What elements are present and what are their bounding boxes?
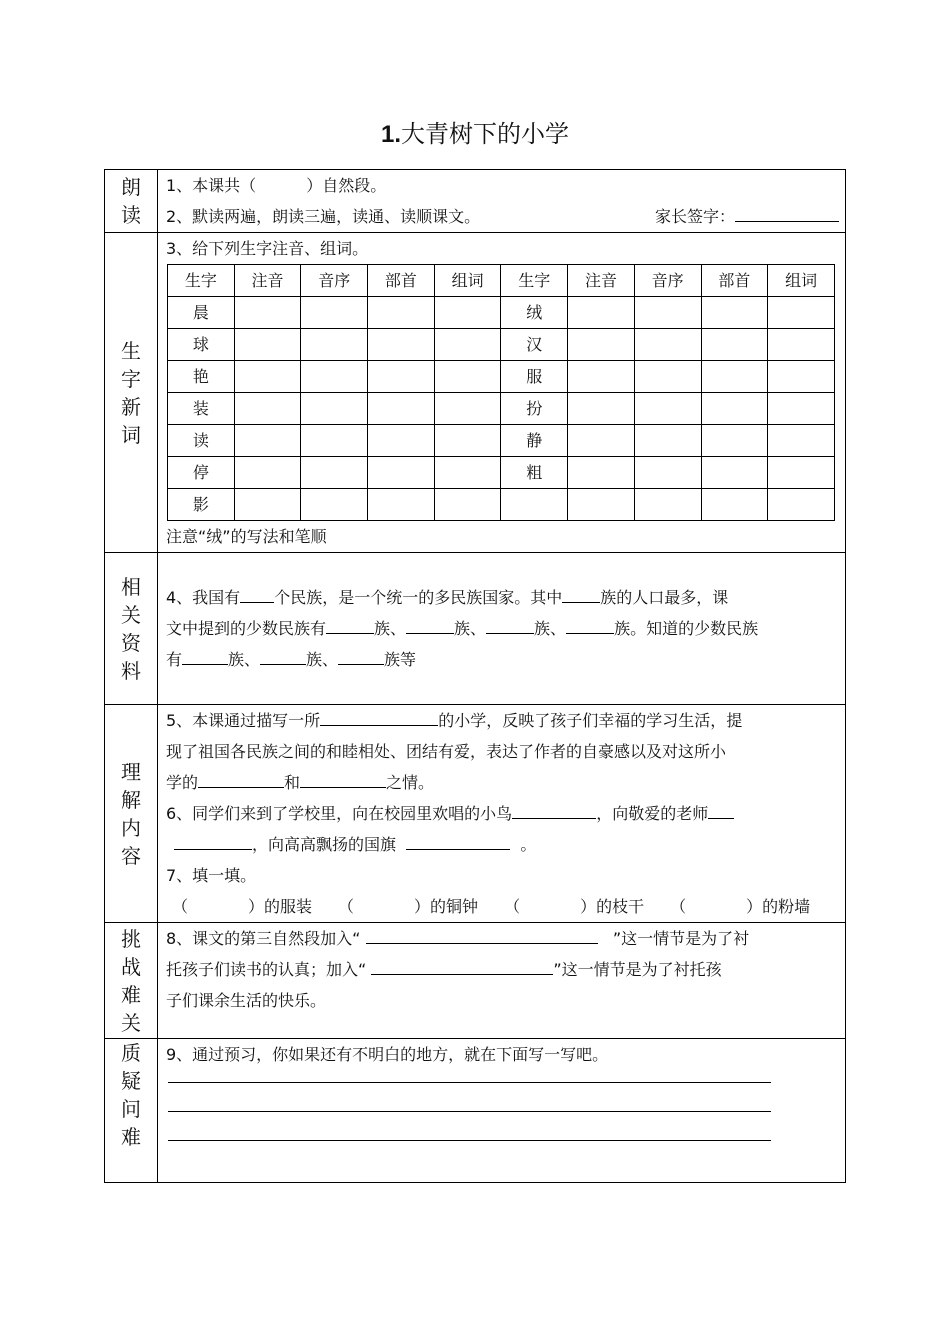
answer-blank[interactable]	[300, 769, 386, 788]
grid-answer-cell[interactable]	[301, 489, 368, 521]
grid-answer-cell[interactable]	[701, 489, 768, 521]
grid-answer-cell[interactable]	[301, 425, 368, 457]
grid-answer-cell[interactable]	[634, 297, 701, 329]
grid-answer-cell[interactable]	[634, 329, 701, 361]
grid-answer-cell[interactable]	[368, 489, 435, 521]
category-label: 挑 战 难 关	[105, 923, 158, 1039]
grid-answer-cell[interactable]	[368, 457, 435, 489]
question-5-line-3: 学的 和 之情。	[166, 767, 839, 798]
grid-answer-cell[interactable]	[701, 297, 768, 329]
question-4-line-3: 有 族、 族、 族等	[166, 644, 839, 675]
section-words	[105, 233, 846, 553]
grid-answer-cell[interactable]	[634, 489, 701, 521]
grid-answer-cell[interactable]	[368, 297, 435, 329]
grid-answer-cell[interactable]	[434, 393, 501, 425]
answer-blank[interactable]	[326, 615, 374, 634]
grid-answer-cell[interactable]	[368, 361, 435, 393]
grid-header: 生字	[168, 265, 235, 297]
grid-character: 扮	[501, 393, 568, 425]
grid-answer-cell[interactable]	[768, 425, 835, 457]
grid-character: 停	[168, 457, 235, 489]
grid-character: 影	[168, 489, 235, 521]
grid-answer-cell[interactable]	[634, 425, 701, 457]
grid-character: 晨	[168, 297, 235, 329]
grid-answer-cell[interactable]	[568, 393, 635, 425]
grid-header: 生字	[501, 265, 568, 297]
category-label: 质 疑 问 难	[105, 1039, 158, 1183]
grid-answer-cell[interactable]	[368, 425, 435, 457]
answer-blank[interactable]	[260, 646, 306, 665]
question-3: 3、给下列生字注音、组词。	[166, 239, 369, 258]
grid-answer-cell[interactable]	[434, 297, 501, 329]
parent-signature: 家长签字：	[655, 201, 839, 232]
answer-blank[interactable]	[486, 615, 534, 634]
category-label: 生 字 新 词	[105, 233, 158, 553]
category-label: 相 关 资 料	[105, 553, 158, 705]
question-6-line-1: 6、同学们来到了学校里，向在校园里欢唱的小鸟 ，向敬爱的老师	[166, 798, 839, 829]
grid-character: 艳	[168, 361, 235, 393]
worksheet-table	[104, 169, 846, 1183]
grid-answer-cell[interactable]	[234, 489, 301, 521]
grid-answer-cell[interactable]	[368, 393, 435, 425]
grid-character: 粗	[501, 457, 568, 489]
answer-blank[interactable]	[174, 831, 252, 850]
grid-character: 汉	[501, 329, 568, 361]
grid-answer-cell[interactable]	[234, 457, 301, 489]
question-1: 1、本课共（ ）自然段。	[166, 170, 839, 201]
grid-answer-cell[interactable]	[568, 425, 635, 457]
question-5-line-1: 5、本课通过描写一所 的小学，反映了孩子们幸福的学习生活，提	[166, 705, 839, 736]
grid-answer-cell[interactable]	[768, 361, 835, 393]
page-title: 1.大青树下的小学	[380, 120, 569, 148]
grid-answer-cell[interactable]	[701, 361, 768, 393]
answer-blank[interactable]	[371, 956, 553, 975]
answer-blank[interactable]	[406, 615, 454, 634]
grid-answer-cell[interactable]	[301, 457, 368, 489]
answer-blank[interactable]	[320, 707, 438, 726]
grid-answer-cell[interactable]	[634, 361, 701, 393]
grid-answer-cell[interactable]	[434, 329, 501, 361]
section-reading	[105, 170, 846, 233]
grid-row	[168, 457, 835, 489]
grid-header: 部首	[368, 265, 435, 297]
question-4-line-2: 文中提到的少数民族有 族、 族、 族、 族。知道的少数民族	[166, 613, 839, 644]
grid-row	[168, 329, 835, 361]
answer-blank[interactable]	[338, 646, 384, 665]
grid-header: 组词	[434, 265, 501, 297]
question-4-line-1: 4、我国有 个民族，是一个统一的多民族国家。其中 族的人口最多，课	[166, 582, 839, 613]
answer-blank[interactable]	[256, 173, 306, 191]
grid-answer-cell[interactable]	[234, 425, 301, 457]
grid-answer-cell[interactable]	[434, 489, 501, 521]
character-grid	[167, 264, 835, 521]
grid-header: 注音	[234, 265, 301, 297]
grid-character: 服	[501, 361, 568, 393]
grid-answer-cell[interactable]	[701, 329, 768, 361]
signature-blank[interactable]	[735, 203, 839, 222]
grid-answer-cell[interactable]	[768, 393, 835, 425]
question-8-line-1: 8、课文的第三自然段加入“ ”这一情节是为了衬	[166, 923, 839, 954]
grid-character: 绒	[501, 297, 568, 329]
grid-answer-cell[interactable]	[234, 329, 301, 361]
grid-answer-cell[interactable]	[434, 425, 501, 457]
question-7: 7、填一填。	[166, 866, 257, 885]
writing-line[interactable]	[168, 1083, 771, 1112]
grid-character	[501, 489, 568, 521]
answer-blank[interactable]	[182, 646, 228, 665]
grid-answer-cell[interactable]	[301, 393, 368, 425]
grid-answer-cell[interactable]	[634, 457, 701, 489]
grid-header-row	[168, 265, 835, 297]
grid-answer-cell[interactable]	[434, 457, 501, 489]
question-8-line-3: 子们课余生活的快乐。	[166, 991, 327, 1010]
section-understand	[105, 705, 846, 923]
grid-answer-cell[interactable]	[568, 329, 635, 361]
question-6-line-2: ，向高高飘扬的国旗 。	[166, 829, 839, 860]
grid-character: 装	[168, 393, 235, 425]
category-label: 理 解 内 容	[105, 705, 158, 923]
section-challenge	[105, 923, 846, 1039]
answer-blank[interactable]	[198, 769, 284, 788]
grid-answer-cell[interactable]	[568, 489, 635, 521]
grid-row	[168, 361, 835, 393]
section-questions	[105, 1039, 846, 1183]
grid-answer-cell[interactable]	[768, 489, 835, 521]
answer-blank[interactable]	[406, 831, 510, 850]
question-7-fill-row: （ ）的服装 （ ）的铜钟 （ ）的枝干 （ ）的粉墙	[172, 897, 811, 916]
category-label: 朗 读	[105, 170, 158, 233]
grid-answer-cell[interactable]	[634, 393, 701, 425]
grid-answer-cell[interactable]	[301, 297, 368, 329]
grid-answer-cell[interactable]	[568, 297, 635, 329]
grid-header: 音序	[301, 265, 368, 297]
question-8-line-2: 托孩子们读书的认真；加入“ ”这一情节是为了衬托孩	[166, 954, 839, 985]
section-info	[105, 553, 846, 705]
answer-blank[interactable]	[566, 615, 614, 634]
answer-blank[interactable]	[512, 800, 596, 819]
question-5-line-2: 现了祖国各民族之间的和睦相处、团结有爱，表达了作者的自豪感以及对这所小	[166, 742, 727, 761]
grid-answer-cell[interactable]	[368, 329, 435, 361]
writing-line[interactable]	[168, 1070, 771, 1083]
grid-row	[168, 297, 835, 329]
grid-answer-cell[interactable]	[701, 425, 768, 457]
grid-answer-cell[interactable]	[434, 361, 501, 393]
grid-row	[168, 425, 835, 457]
grid-answer-cell[interactable]	[234, 297, 301, 329]
grid-answer-cell[interactable]	[701, 393, 768, 425]
grid-header: 音序	[634, 265, 701, 297]
grid-answer-cell[interactable]	[568, 361, 635, 393]
grid-answer-cell[interactable]	[301, 329, 368, 361]
grid-character: 静	[501, 425, 568, 457]
grid-answer-cell[interactable]	[701, 457, 768, 489]
stroke-note: 注意“绒”的写法和笔顺	[166, 527, 327, 546]
grid-row	[168, 489, 835, 521]
answer-blank[interactable]	[240, 584, 274, 603]
grid-answer-cell[interactable]	[568, 457, 635, 489]
grid-character: 球	[168, 329, 235, 361]
question-9: 9、通过预习，你如果还有不明白的地方，就在下面写一写吧。	[166, 1045, 609, 1064]
grid-answer-cell[interactable]	[768, 297, 835, 329]
grid-header: 组词	[768, 265, 835, 297]
grid-header: 注音	[568, 265, 635, 297]
grid-answer-cell[interactable]	[768, 457, 835, 489]
grid-character: 读	[168, 425, 235, 457]
grid-answer-cell[interactable]	[768, 329, 835, 361]
grid-answer-cell[interactable]	[301, 361, 368, 393]
grid-answer-cell[interactable]	[234, 361, 301, 393]
writing-line[interactable]	[168, 1112, 771, 1141]
answer-blank[interactable]	[562, 584, 600, 603]
grid-header: 部首	[701, 265, 768, 297]
answer-blank[interactable]	[366, 925, 598, 944]
grid-answer-cell[interactable]	[234, 393, 301, 425]
grid-row	[168, 393, 835, 425]
question-2: 2、默读两遍，朗读三遍，读通、读顺课文。 家长签字：	[166, 201, 839, 232]
answer-blank[interactable]	[708, 800, 734, 819]
